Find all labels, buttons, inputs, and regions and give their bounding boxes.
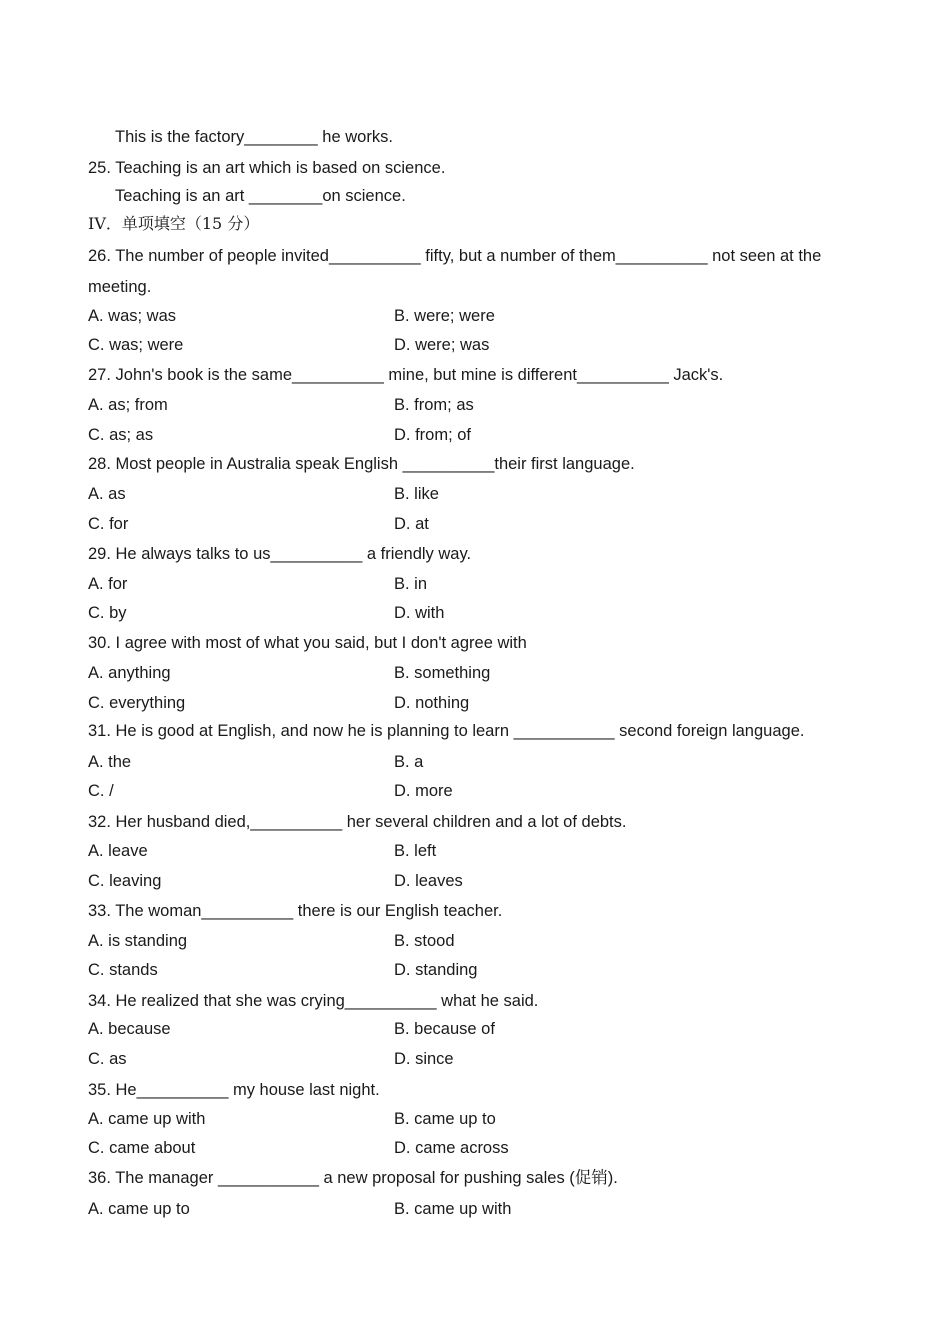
question-32-option-a: A. leave — [88, 842, 148, 860]
question-33-option-a: A. is standing — [88, 932, 188, 950]
question-33-stem: 33. The woman__________ there is our English teacher. — [88, 902, 503, 920]
question-28-option-d: D. at — [394, 515, 429, 533]
question-30-option-d: D. nothing — [394, 694, 470, 712]
question-30-option-b: B. something — [394, 664, 491, 682]
question-26-option-c: C. was; were — [88, 336, 184, 354]
question-29-stem: 29. He always talks to us__________ a friendly way. — [88, 545, 472, 563]
question-27-option-a: A. as; from — [88, 396, 168, 414]
question-32-option-c: C. leaving — [88, 872, 162, 890]
question-32-option-b: B. left — [394, 842, 437, 860]
question-33-option-b: B. stood — [394, 932, 455, 950]
question-30-option-a: A. anything — [88, 664, 171, 682]
section-heading: IV．单项填空（15 分） — [88, 214, 260, 233]
question-31-stem: 31. He is good at English, and now he is planning to learn ___________ second foreign language. — [88, 722, 805, 740]
question-27-stem: 27. John's book is the same__________ mine, but mine is different__________ Jack's. — [88, 366, 724, 384]
question-34-stem: 34. He realized that she was crying__________ what he said. — [88, 992, 539, 1010]
question-35-option-b: B. came up to — [394, 1110, 496, 1128]
question-35-stem: 35. He__________ my house last night. — [88, 1081, 380, 1099]
question-26-option-d: D. were; was — [394, 336, 490, 354]
question-32-option-d: D. leaves — [394, 872, 463, 890]
question-29-option-d: D. with — [394, 604, 445, 622]
question-35-option-c: C. came about — [88, 1139, 196, 1157]
question-34-option-b: B. because of — [394, 1020, 495, 1038]
question-27-option-d: D. from; of — [394, 426, 472, 444]
question-31-option-d: D. more — [394, 782, 453, 800]
question-26-option-b: B. were; were — [394, 307, 495, 325]
question-36-option-b: B. came up with — [394, 1200, 512, 1218]
question-31-option-c: C. / — [88, 782, 114, 800]
question-33-option-c: C. stands — [88, 961, 158, 979]
question-31-option-a: A. the — [88, 753, 132, 771]
question-34-option-a: A. because — [88, 1020, 171, 1038]
question-31-option-b: B. a — [394, 753, 424, 771]
question-29-option-c: C. by — [88, 604, 127, 622]
question-35-option-d: D. came across — [394, 1139, 509, 1157]
question-36-option-a: A. came up to — [88, 1200, 190, 1218]
question-35-option-a: A. came up with — [88, 1110, 206, 1128]
question-28-option-b: B. like — [394, 485, 439, 503]
question-26-stem: 26. The number of people invited__________ fifty, but a number of them__________ not seen at the meeting. — [88, 247, 822, 296]
question-29-option-a: A. for — [88, 575, 128, 593]
question-30-stem: 30. I agree with most of what you said, but I don't agree with — [88, 634, 527, 652]
question-33-option-d: D. standing — [394, 961, 478, 979]
question-24-rewrite: This is the factory________ he works. — [115, 128, 393, 146]
question-26-option-a: A. was; was — [88, 307, 177, 325]
question-36-stem: 36. The manager ___________ a new proposal for pushing sales (促销). — [88, 1169, 618, 1187]
question-27-option-c: C. as; as — [88, 426, 154, 444]
question-30-option-c: C. everything — [88, 694, 186, 712]
question-32-stem: 32. Her husband died,__________ her several children and a lot of debts. — [88, 813, 627, 831]
question-28-stem: 28. Most people in Australia speak English __________their first language. — [88, 455, 635, 473]
question-34-option-c: C. as — [88, 1050, 127, 1068]
question-34-option-d: D. since — [394, 1050, 454, 1068]
question-28-option-a: A. as — [88, 485, 126, 503]
question-29-option-b: B. in — [394, 575, 428, 593]
question-28-option-c: C. for — [88, 515, 129, 533]
question-25-rewrite: Teaching is an art ________on science. — [115, 187, 406, 205]
question-27-option-b: B. from; as — [394, 396, 474, 414]
question-25-stem: 25. Teaching is an art which is based on science. — [88, 159, 446, 177]
